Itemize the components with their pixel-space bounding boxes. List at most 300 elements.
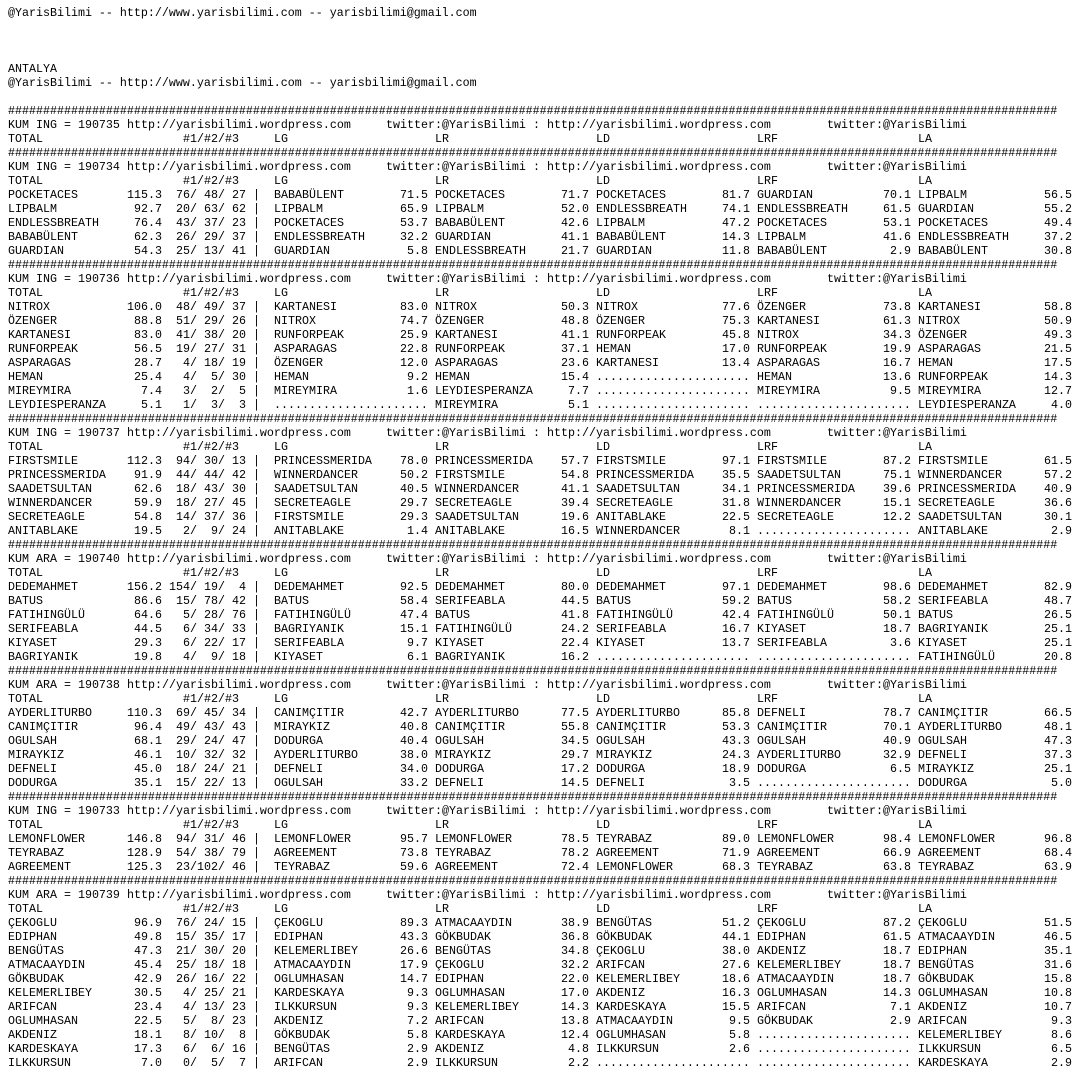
placings: 15/ 78/ 42 bbox=[176, 594, 246, 608]
horse-name: ENDLESSBREATH bbox=[274, 230, 365, 244]
col-ld: LD bbox=[596, 286, 610, 300]
table-row bbox=[0, 342, 1080, 356]
ld-cell bbox=[596, 622, 750, 636]
horse-name: AKDENIZ bbox=[757, 944, 806, 958]
total-field bbox=[8, 944, 162, 958]
placings: 49/ 43/ 43 bbox=[176, 720, 246, 734]
ld-cell bbox=[596, 328, 750, 342]
la-cell bbox=[918, 762, 1072, 776]
score-value: 71.7 bbox=[561, 188, 589, 202]
score-value: 38.0 bbox=[722, 944, 750, 958]
col-ld: LD bbox=[596, 440, 610, 454]
total-score: 7.4 bbox=[141, 384, 162, 398]
total-score: 25.4 bbox=[134, 370, 162, 384]
score-value: 51.5 bbox=[1044, 916, 1072, 930]
horse-name: ATMACAAYDIN bbox=[8, 958, 85, 972]
blank-line bbox=[0, 34, 1080, 48]
score-value: 78.2 bbox=[561, 846, 589, 860]
separator: | bbox=[253, 580, 260, 594]
placings: 15/ 35/ 17 bbox=[176, 930, 246, 944]
horse-name: ANITABLAKE bbox=[8, 524, 78, 538]
table-row bbox=[0, 1056, 1080, 1070]
horse-name: EDIPHAN bbox=[435, 972, 484, 986]
placings: 26/ 16/ 22 bbox=[176, 972, 246, 986]
contact-text: @YarisBilimi -- http://www.yarisbilimi.com -- yarisbilimi@gmail.com bbox=[8, 76, 477, 90]
score-value: 53.1 bbox=[883, 216, 911, 230]
placings: 15/ 22/ 13 bbox=[176, 776, 246, 790]
twitter-handle: twitter:@YarisBilimi bbox=[386, 160, 526, 174]
table-row bbox=[0, 216, 1080, 230]
divider-line bbox=[0, 146, 1080, 160]
col-lg: LG bbox=[274, 566, 288, 580]
horse-name: BENGÜTAS bbox=[596, 916, 652, 930]
score-value: 74.7 bbox=[400, 314, 428, 328]
separator: | bbox=[253, 202, 260, 216]
lrf-cell bbox=[757, 930, 911, 944]
col-lg: LG bbox=[274, 818, 288, 832]
horse-name: MIREYMIRA bbox=[8, 384, 71, 398]
table-row bbox=[0, 328, 1080, 342]
la-cell bbox=[918, 244, 1072, 258]
lr-cell bbox=[435, 1014, 589, 1028]
placings: 6/ 6/ 16 bbox=[183, 1042, 246, 1056]
divider-line bbox=[0, 412, 1080, 426]
lr-cell bbox=[435, 608, 589, 622]
score-value: 17.0 bbox=[722, 342, 750, 356]
score-value: 41.1 bbox=[561, 482, 589, 496]
horse-name: RUNFORPEAK bbox=[435, 342, 505, 356]
placings: 4/ 13/ 23 bbox=[183, 1000, 246, 1014]
table-row bbox=[0, 398, 1080, 412]
la-cell bbox=[918, 370, 1072, 384]
horse-name: WINNERDANCER bbox=[274, 468, 358, 482]
total-field bbox=[8, 636, 162, 650]
horse-name: DODURGA bbox=[435, 762, 484, 776]
score-value: 16.5 bbox=[561, 524, 589, 538]
horse-name: GÖKBUDAK bbox=[8, 972, 64, 986]
horse-name: LIPBALM bbox=[274, 202, 323, 216]
race-header bbox=[0, 426, 1080, 440]
twitter-handle: twitter:@YarisBilimi bbox=[386, 888, 526, 902]
col-la: LA bbox=[918, 818, 932, 832]
horse-name: MIRAYKIZ bbox=[8, 748, 64, 762]
colon: : bbox=[533, 552, 540, 566]
placings: 41/ 38/ 20 bbox=[176, 328, 246, 342]
total-field bbox=[8, 482, 162, 496]
score-value: 5.8 bbox=[407, 244, 428, 258]
lrf-cell-empty: ...................... bbox=[757, 650, 911, 664]
total-score: 96.9 bbox=[134, 916, 162, 930]
twitter-handle: twitter:@YarisBilimi bbox=[386, 804, 526, 818]
horse-name: SECRETEAGLE bbox=[918, 496, 995, 510]
horse-name: SECRETEAGLE bbox=[435, 496, 512, 510]
score-value: 25.9 bbox=[400, 328, 428, 342]
col-lrf: LRF bbox=[757, 132, 778, 146]
horse-name: AGREEMENT bbox=[918, 846, 981, 860]
horse-name: ÖZENGER bbox=[435, 314, 484, 328]
la-cell bbox=[918, 650, 1072, 664]
score-value: 75.1 bbox=[883, 468, 911, 482]
horse-name: DEFNELI bbox=[757, 706, 806, 720]
score-value: 41.6 bbox=[883, 230, 911, 244]
lg-cell bbox=[274, 608, 428, 622]
horse-name: OGLUMHASAN bbox=[435, 986, 505, 1000]
separator: | bbox=[253, 398, 260, 412]
horse-name: HEMAN bbox=[918, 356, 953, 370]
horse-name: BAGRIYANIK bbox=[8, 650, 78, 664]
col-total: TOTAL bbox=[8, 132, 43, 146]
score-value: 87.2 bbox=[883, 916, 911, 930]
horse-name: ARIFCAN bbox=[8, 1000, 57, 1014]
col-lg: LG bbox=[274, 174, 288, 188]
horse-name: ENDLESSBREATH bbox=[757, 202, 848, 216]
twitter-handle: twitter:@YarisBilimi bbox=[827, 552, 967, 566]
score-value: 9.5 bbox=[890, 384, 911, 398]
score-value: 22.4 bbox=[561, 636, 589, 650]
site-link: http://yarisbilimi.wordpress.com bbox=[127, 804, 351, 818]
horse-name: AGREEMENT bbox=[757, 846, 820, 860]
total-field bbox=[8, 300, 162, 314]
ld-cell bbox=[596, 468, 750, 482]
score-value: 2.9 bbox=[407, 1056, 428, 1070]
horse-name: KARDESKAYA bbox=[596, 1000, 666, 1014]
horse-name: ÖZENGER bbox=[274, 356, 323, 370]
horse-name: PRINCESSMERIDA bbox=[274, 454, 372, 468]
ld-cell bbox=[596, 594, 750, 608]
total-field bbox=[8, 594, 162, 608]
race-header bbox=[0, 118, 1080, 132]
table-row bbox=[0, 188, 1080, 202]
horse-name: CANIMÇITIR bbox=[274, 706, 344, 720]
lrf-cell bbox=[757, 580, 911, 594]
col-lrf: LRF bbox=[757, 286, 778, 300]
horse-name: FIRSTSMILE bbox=[757, 454, 827, 468]
total-field bbox=[8, 846, 162, 860]
horse-name: MIRAYKIZ bbox=[435, 748, 491, 762]
horse-name: SAADETSULTAN bbox=[918, 510, 1002, 524]
placings: 5/ 28/ 76 bbox=[183, 608, 246, 622]
horse-name: BATUS bbox=[596, 594, 631, 608]
horse-name: AYDERLITURBO bbox=[274, 748, 358, 762]
table-row bbox=[0, 356, 1080, 370]
lrf-cell-empty: ...................... bbox=[757, 1028, 911, 1042]
score-value: 34.3 bbox=[883, 328, 911, 342]
score-value: 61.5 bbox=[1044, 454, 1072, 468]
placings: 5/ 8/ 23 bbox=[183, 1014, 246, 1028]
la-cell bbox=[918, 972, 1072, 986]
la-cell bbox=[918, 300, 1072, 314]
lrf-cell bbox=[757, 972, 911, 986]
ld-cell bbox=[596, 510, 750, 524]
score-value: 9.3 bbox=[407, 986, 428, 1000]
horse-name: SERIFEABLA bbox=[435, 594, 505, 608]
score-value: 59.2 bbox=[722, 594, 750, 608]
hash-divider: ###################################################################################################################################################### bbox=[8, 146, 1058, 160]
score-value: 66.5 bbox=[1044, 706, 1072, 720]
total-field bbox=[8, 1000, 162, 1014]
col-places: #1/#2/#3 bbox=[183, 902, 239, 916]
table-row bbox=[0, 608, 1080, 622]
horse-name: ILKKURSUN bbox=[274, 1000, 337, 1014]
blank-line bbox=[0, 90, 1080, 104]
horse-name: KIYASET bbox=[435, 636, 484, 650]
la-cell bbox=[918, 860, 1072, 874]
horse-name: FATIHINGÜLÜ bbox=[274, 608, 351, 622]
lr-cell bbox=[435, 1028, 589, 1042]
la-cell bbox=[918, 594, 1072, 608]
score-value: 70.1 bbox=[883, 720, 911, 734]
race-header bbox=[0, 678, 1080, 692]
separator: | bbox=[253, 496, 260, 510]
placings: 43/ 37/ 23 bbox=[176, 216, 246, 230]
score-value: 18.9 bbox=[722, 762, 750, 776]
score-value: 36.6 bbox=[1044, 496, 1072, 510]
twitter-handle: twitter:@YarisBilimi bbox=[827, 272, 967, 286]
horse-name: RUNFORPEAK bbox=[274, 328, 344, 342]
horse-name: ÖZENGER bbox=[757, 300, 806, 314]
horse-name: ATMACAAYDIN bbox=[596, 1014, 673, 1028]
horse-name: ENDLESSBREATH bbox=[596, 202, 687, 216]
horse-name: EDIPHAN bbox=[757, 930, 806, 944]
col-lrf: LRF bbox=[757, 902, 778, 916]
horse-name: OGULSAH bbox=[8, 734, 57, 748]
col-lr: LR bbox=[435, 174, 449, 188]
total-score: 88.8 bbox=[134, 314, 162, 328]
score-value: 66.9 bbox=[883, 846, 911, 860]
table-row bbox=[0, 860, 1080, 874]
separator: | bbox=[253, 328, 260, 342]
score-value: 68.3 bbox=[722, 860, 750, 874]
total-field bbox=[8, 468, 162, 482]
col-places: #1/#2/#3 bbox=[183, 692, 239, 706]
table-row bbox=[0, 230, 1080, 244]
horse-name: KARTANESI bbox=[435, 328, 498, 342]
la-cell bbox=[918, 482, 1072, 496]
lr-cell bbox=[435, 398, 589, 412]
horse-name: KARTANESI bbox=[918, 300, 981, 314]
total-field bbox=[8, 580, 162, 594]
total-field bbox=[8, 1028, 162, 1042]
la-cell bbox=[918, 832, 1072, 846]
la-cell bbox=[918, 202, 1072, 216]
total-score: 76.4 bbox=[134, 216, 162, 230]
separator: | bbox=[253, 622, 260, 636]
col-places: #1/#2/#3 bbox=[183, 566, 239, 580]
horse-name: KELEMERLIBEY bbox=[918, 1028, 1002, 1042]
twitter-handle: twitter:@YarisBilimi bbox=[827, 160, 967, 174]
separator: | bbox=[253, 608, 260, 622]
horse-name: SERIFEABLA bbox=[757, 636, 827, 650]
placings: 14/ 37/ 36 bbox=[176, 510, 246, 524]
lr-cell bbox=[435, 650, 589, 664]
score-value: 87.2 bbox=[883, 454, 911, 468]
horse-name: ÇEKOGLU bbox=[8, 916, 57, 930]
score-value: 80.0 bbox=[561, 580, 589, 594]
score-value: 45.8 bbox=[722, 328, 750, 342]
separator: | bbox=[253, 230, 260, 244]
ld-cell bbox=[596, 1014, 750, 1028]
col-ld: LD bbox=[596, 902, 610, 916]
placings: 18/ 43/ 30 bbox=[176, 482, 246, 496]
placings: 29/ 24/ 47 bbox=[176, 734, 246, 748]
horse-name: AYDERLITURBO bbox=[8, 706, 92, 720]
table-row bbox=[0, 846, 1080, 860]
la-cell bbox=[918, 608, 1072, 622]
score-value: 92.5 bbox=[400, 580, 428, 594]
horse-name: KARTANESI bbox=[596, 356, 659, 370]
score-value: 29.7 bbox=[400, 496, 428, 510]
placings: 25/ 13/ 41 bbox=[176, 244, 246, 258]
placings: 4/ 18/ 19 bbox=[183, 356, 246, 370]
score-value: 42.6 bbox=[561, 216, 589, 230]
column-header bbox=[0, 818, 1080, 832]
la-cell bbox=[918, 748, 1072, 762]
col-lrf: LRF bbox=[757, 818, 778, 832]
horse-name: DEDEMAHMET bbox=[274, 580, 344, 594]
score-value: 61.5 bbox=[883, 202, 911, 216]
total-score: 64.6 bbox=[134, 608, 162, 622]
twitter-handle: twitter:@YarisBilimi bbox=[827, 426, 967, 440]
horse-name: BABABÜLENT bbox=[596, 230, 666, 244]
placings: 4/ 9/ 18 bbox=[183, 650, 246, 664]
total-score: 54.8 bbox=[134, 510, 162, 524]
score-value: 2.9 bbox=[890, 244, 911, 258]
race-blocks bbox=[0, 104, 1080, 1070]
score-value: 14.3 bbox=[883, 986, 911, 1000]
score-value: 10.7 bbox=[1044, 1000, 1072, 1014]
ld-cell-empty: ...................... bbox=[596, 1056, 750, 1070]
horse-name: BENGÜTAS bbox=[8, 944, 64, 958]
total-field bbox=[8, 986, 162, 1000]
horse-name: SAADETSULTAN bbox=[757, 468, 841, 482]
placings: 51/ 29/ 26 bbox=[176, 314, 246, 328]
score-value: 12.7 bbox=[1044, 384, 1072, 398]
horse-name: AGREEMENT bbox=[8, 860, 71, 874]
separator: | bbox=[253, 846, 260, 860]
la-cell bbox=[918, 636, 1072, 650]
horse-name: EDIPHAN bbox=[918, 944, 967, 958]
lrf-cell bbox=[757, 202, 911, 216]
separator: | bbox=[253, 384, 260, 398]
placings: 6/ 22/ 17 bbox=[183, 636, 246, 650]
horse-name: ÖZENGER bbox=[8, 314, 57, 328]
lg-cell bbox=[274, 734, 428, 748]
colon: : bbox=[533, 426, 540, 440]
ld-cell bbox=[596, 762, 750, 776]
col-lr: LR bbox=[435, 286, 449, 300]
ld-cell bbox=[596, 636, 750, 650]
total-field bbox=[8, 356, 162, 370]
horse-name: MIRAYKIZ bbox=[274, 720, 330, 734]
score-value: 42.7 bbox=[400, 706, 428, 720]
lg-cell bbox=[274, 1042, 428, 1056]
score-value: 89.3 bbox=[400, 916, 428, 930]
score-value: 14.3 bbox=[561, 1000, 589, 1014]
horse-name: BABABÜLENT bbox=[8, 230, 78, 244]
twitter-handle: twitter:@YarisBilimi bbox=[827, 678, 967, 692]
total-field bbox=[8, 706, 162, 720]
la-cell bbox=[918, 1056, 1072, 1070]
separator: | bbox=[253, 944, 260, 958]
score-value: 30.1 bbox=[1044, 510, 1072, 524]
horse-name: AKDENIZ bbox=[435, 1042, 484, 1056]
lg-cell bbox=[274, 944, 428, 958]
separator: | bbox=[253, 916, 260, 930]
race-label: KUM ING = 190735 bbox=[8, 118, 120, 132]
horse-name: LIPBALM bbox=[435, 202, 484, 216]
race-label: KUM ARA = 190740 bbox=[8, 552, 120, 566]
separator: | bbox=[253, 1014, 260, 1028]
total-field bbox=[8, 860, 162, 874]
horse-name: POCKETACES bbox=[274, 216, 344, 230]
lrf-cell bbox=[757, 916, 911, 930]
la-cell bbox=[918, 496, 1072, 510]
horse-name: ANITABLAKE bbox=[918, 524, 988, 538]
score-value: 29.3 bbox=[400, 510, 428, 524]
twitter-handle: twitter:@YarisBilimi bbox=[827, 888, 967, 902]
column-header bbox=[0, 902, 1080, 916]
score-value: 14.5 bbox=[561, 776, 589, 790]
lr-cell bbox=[435, 300, 589, 314]
placings: 10/ 32/ 32 bbox=[176, 748, 246, 762]
ld-cell bbox=[596, 1028, 750, 1042]
horse-name: KARDESKAYA bbox=[8, 1042, 78, 1056]
lg-cell bbox=[274, 958, 428, 972]
horse-name: GUARDIAN bbox=[435, 230, 491, 244]
column-header bbox=[0, 566, 1080, 580]
horse-name: BENGÜTAS bbox=[918, 958, 974, 972]
lr-cell bbox=[435, 734, 589, 748]
lrf-cell bbox=[757, 314, 911, 328]
col-lg: LG bbox=[274, 440, 288, 454]
la-cell bbox=[918, 1000, 1072, 1014]
hash-divider: ###################################################################################################################################################### bbox=[8, 258, 1058, 272]
horse-name: MIREYMIRA bbox=[918, 384, 981, 398]
col-la: LA bbox=[918, 440, 932, 454]
score-value: 8.1 bbox=[729, 524, 750, 538]
score-value: 58.2 bbox=[883, 594, 911, 608]
lr-cell bbox=[435, 510, 589, 524]
horse-name: RUNFORPEAK bbox=[596, 328, 666, 342]
separator: | bbox=[253, 706, 260, 720]
horse-name: RUNFORPEAK bbox=[8, 342, 78, 356]
table-row bbox=[0, 300, 1080, 314]
horse-name: LEMONFLOWER bbox=[8, 832, 85, 846]
separator: | bbox=[253, 300, 260, 314]
horse-name: GÖKBUDAK bbox=[596, 930, 652, 944]
score-value: 5.0 bbox=[1051, 776, 1072, 790]
total-score: 91.9 bbox=[134, 468, 162, 482]
horse-name: NITROX bbox=[757, 328, 799, 342]
horse-name: TEYRABAZ bbox=[435, 846, 491, 860]
ld-cell bbox=[596, 230, 750, 244]
horse-name: BABABÜLENT bbox=[274, 188, 344, 202]
table-row bbox=[0, 734, 1080, 748]
col-lrf: LRF bbox=[757, 440, 778, 454]
horse-name: BABABÜLENT bbox=[435, 216, 505, 230]
lr-cell bbox=[435, 188, 589, 202]
score-value: 13.7 bbox=[722, 636, 750, 650]
total-score: 47.3 bbox=[134, 944, 162, 958]
separator: | bbox=[253, 188, 260, 202]
horse-name: OGLUMHASAN bbox=[757, 986, 827, 1000]
score-value: 32.9 bbox=[883, 748, 911, 762]
score-value: 61.3 bbox=[883, 314, 911, 328]
total-field bbox=[8, 958, 162, 972]
horse-name: PRINCESSMERIDA bbox=[918, 482, 1016, 496]
horse-name: SAADETSULTAN bbox=[274, 482, 358, 496]
score-value: 25.1 bbox=[1044, 636, 1072, 650]
